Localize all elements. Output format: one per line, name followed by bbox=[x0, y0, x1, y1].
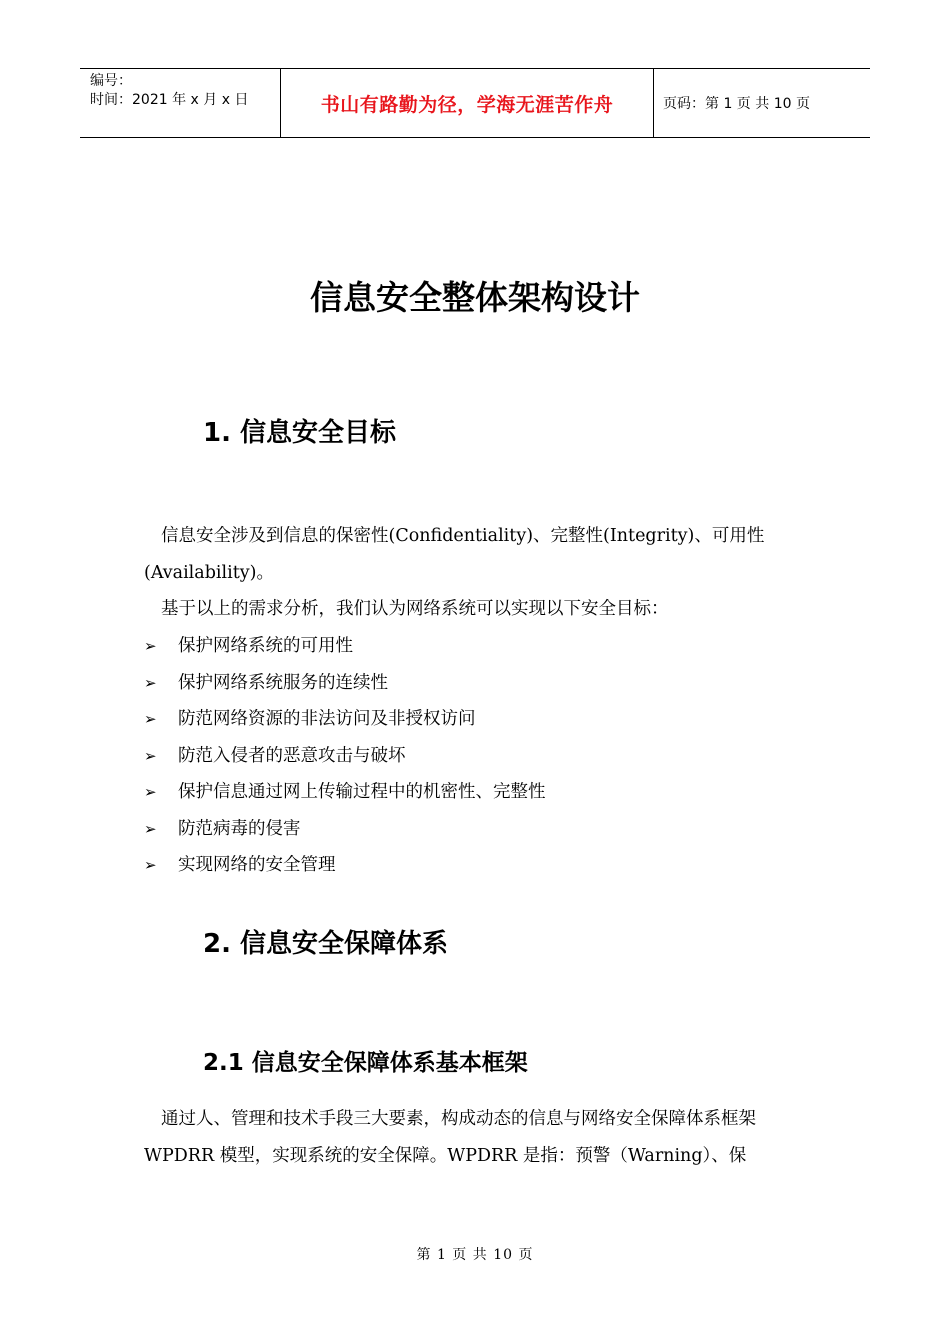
list-item-text: 保护网络系统的可用性 bbox=[178, 636, 353, 656]
document-number-label: 编号： bbox=[90, 73, 132, 89]
header-page-info: 页码：第 1 页 共 10 页 bbox=[663, 96, 810, 112]
list-item bbox=[144, 847, 546, 884]
header-meta bbox=[80, 69, 281, 137]
arrowhead-bullet-icon: ➢ bbox=[144, 673, 157, 692]
page-header bbox=[80, 68, 870, 138]
document-date-label: 时间：2021 年 x 月 x 日 bbox=[90, 92, 249, 108]
section-1-paragraph-2: 基于以上的需求分析，我们认为网络系统可以实现以下安全目标： bbox=[161, 599, 669, 619]
arrowhead-bullet-icon: ➢ bbox=[144, 856, 157, 874]
section-2-heading: 2. 信息安全保障体系 bbox=[203, 929, 449, 959]
header-motto: 书山有路勤为径，学海无涯苦作舟 bbox=[320, 93, 614, 116]
arrowhead-bullet-icon: ➢ bbox=[144, 819, 157, 838]
list-item bbox=[144, 665, 546, 702]
section-2-1-heading: 2.1 信息安全保障体系基本框架 bbox=[203, 1050, 528, 1076]
section-1-heading: 1. 信息安全目标 bbox=[203, 418, 397, 448]
list-item-text: 实现网络的安全管理 bbox=[178, 855, 336, 875]
list-item bbox=[144, 701, 546, 738]
list-item-text: 保护信息通过网上传输过程中的机密性、完整性 bbox=[178, 782, 546, 802]
list-item bbox=[144, 628, 546, 665]
arrowhead-bullet-icon: ➢ bbox=[144, 637, 157, 655]
arrowhead-bullet-icon: ➢ bbox=[144, 783, 157, 801]
section-1-paragraph-1: 信息安全涉及到信息的保密性(Confidentiality)、完整性(Integrity)、可用性(Availability)。 bbox=[144, 526, 765, 583]
list-item bbox=[144, 811, 546, 848]
list-item bbox=[144, 738, 546, 775]
arrowhead-bullet-icon: ➢ bbox=[144, 746, 157, 765]
header-motto-cell bbox=[281, 69, 654, 137]
list-item-text: 防范网络资源的非法访问及非授权访问 bbox=[178, 709, 476, 729]
list-item-text: 防范病毒的侵害 bbox=[178, 818, 301, 839]
arrowhead-bullet-icon: ➢ bbox=[144, 710, 157, 728]
document-title: 信息安全整体架构设计 bbox=[310, 278, 640, 317]
list-item-text: 保护网络系统服务的连续性 bbox=[178, 672, 388, 693]
section-2-1-paragraph: 通过人、管理和技术手段三大要素，构成动态的信息与网络安全保障体系框架 WPDRR 模型，实现系统的安全保障。WPDRR 是指：预警（Warning）、保 bbox=[144, 1109, 756, 1166]
list-item-text: 防范入侵者的恶意攻击与破坏 bbox=[178, 745, 406, 766]
security-goals-list bbox=[144, 628, 546, 884]
page-footer: 第 1 页 共 10 页 bbox=[416, 1247, 534, 1263]
list-item bbox=[144, 774, 546, 811]
